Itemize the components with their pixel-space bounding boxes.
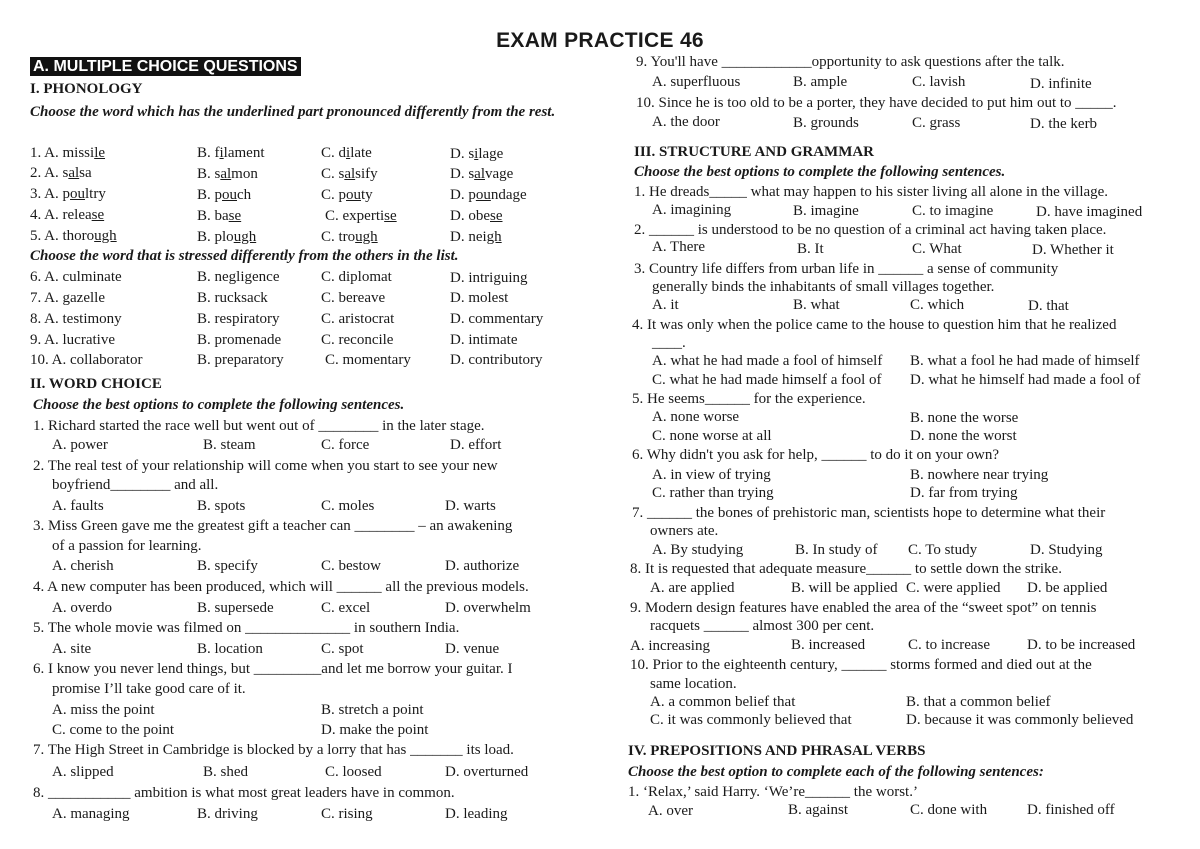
structure-q6-d: D. far from trying: [910, 485, 1018, 501]
wordchoice-q9-c: C. lavish: [912, 74, 966, 90]
structure-q2: 2. ______ is understood to be no question of a criminal act having taken place.: [634, 222, 1107, 238]
stress-q10-a: 10. A. collaborator: [30, 352, 143, 368]
phonology-q1-c: C. dilate: [321, 145, 372, 161]
structure-instruction: Choose the best options to complete the following sentences.: [634, 164, 1006, 180]
phonology-q4: 4. A. release: [30, 207, 105, 223]
wordchoice-q2-a: A. faults: [52, 498, 104, 514]
wordchoice-q6: 6. I know you never lend things, but _________and let me borrow your guitar. I: [33, 661, 513, 677]
wordchoice-q9-b: B. ample: [793, 74, 848, 90]
stress-q10-d: D. contributory: [450, 352, 543, 368]
stress-q8-b: B. respiratory: [197, 311, 280, 327]
structure-q2-c: C. What: [912, 241, 962, 257]
stress-q10-b: B. preparatory: [197, 352, 284, 368]
wordchoice-q9-d: D. infinite: [1030, 76, 1092, 92]
wordchoice-q2-c: C. moles: [321, 498, 375, 514]
structure-q6-b: B. nowhere near trying: [910, 467, 1049, 483]
wordchoice-q8-c: C. rising: [321, 806, 373, 822]
wordchoice-q6-a: A. miss the point: [52, 702, 155, 718]
wordchoice-q10-c: C. grass: [912, 115, 961, 131]
structure-q10-c: C. it was commonly believed that: [650, 712, 852, 728]
structure-q8-d: D. be applied: [1027, 580, 1108, 596]
wordchoice-q7-c: C. loosed: [325, 764, 382, 780]
wordchoice-q6-c: C. come to the point: [52, 722, 175, 738]
wordchoice-q2-b: B. spots: [197, 498, 246, 514]
structure-q9-d: D. to be increased: [1027, 637, 1136, 653]
wordchoice-q9: 9. You'll have ____________opportunity to ask questions after the talk.: [636, 54, 1065, 70]
wordchoice-q1-d: D. effort: [450, 437, 502, 453]
phonology-q2: 2. A. salsa: [30, 165, 92, 181]
structure-q8-b: B. will be applied: [791, 580, 898, 596]
structure-q5-a: A. none worse: [652, 409, 740, 425]
prepositions-instruction: Choose the best option to complete each of the following sentences:: [628, 764, 1044, 780]
structure-q4-a: A. what he had made a fool of himself: [652, 353, 883, 369]
wordchoice-q10-d: D. the kerb: [1030, 116, 1098, 132]
wordchoice-q5-d: D. venue: [445, 641, 500, 657]
prepositions-q1-c: C. done with: [910, 802, 988, 818]
prepositions-q1: 1. ‘Relax,’ said Harry. ‘We’re______ the worst.’: [628, 784, 918, 800]
structure-q4-cont: ____.: [652, 335, 686, 351]
stress-q6-d: D. intriguing: [450, 270, 528, 286]
stress-q7-a: 7. A. gazelle: [30, 290, 105, 306]
wordchoice-q8: 8. ___________ ambition is what most great leaders have in common.: [33, 785, 455, 801]
wordchoice-q4-a: A. overdo: [52, 600, 112, 616]
phonology-q2-d: D. salvage: [450, 166, 514, 182]
wordchoice-q3-d: D. authorize: [445, 558, 520, 574]
phonology-q5-b: B. plough: [197, 229, 257, 245]
structure-q1: 1. He dreads_____ what may happen to his sister living all alone in the village.: [634, 184, 1109, 200]
structure-q2-d: D. Whether it: [1032, 242, 1114, 258]
structure-q7-a: A. By studying: [652, 542, 744, 558]
wordchoice-q1: 1. Richard started the race well but went out of ________ in the later stage.: [33, 418, 485, 434]
structure-q4-b: B. what a fool he had made of himself: [910, 353, 1140, 369]
wordchoice-q4-d: D. overwhelm: [445, 600, 531, 616]
prepositions-heading: IV. PREPOSITIONS AND PHRASAL VERBS: [628, 743, 926, 759]
structure-q1-a: A. imagining: [652, 202, 732, 218]
structure-q3-c: C. which: [910, 297, 965, 313]
wordchoice-q3-a: A. cherish: [52, 558, 114, 574]
wordchoice-q8-d: D. leading: [445, 806, 508, 822]
structure-q3-a: A. it: [652, 297, 679, 313]
wordchoice-q5: 5. The whole movie was filmed on ______________ in southern India.: [33, 620, 460, 636]
structure-q3-cont: generally binds the inhabitants of small villages together.: [652, 279, 995, 295]
structure-q7-cont: owners ate.: [650, 523, 719, 539]
stress-q9-a: 9. A. lucrative: [30, 332, 115, 348]
wordchoice-q1-b: B. steam: [203, 437, 256, 453]
structure-q10: 10. Prior to the eighteenth century, ______ storms formed and died out at the: [630, 657, 1092, 673]
phonology-q4-d: D. obese: [450, 208, 503, 224]
structure-q6-c: C. rather than trying: [652, 485, 774, 501]
stress-instruction: Choose the word that is stressed differently from the others in the list.: [30, 248, 459, 264]
phonology-q1-d: D. silage: [450, 146, 504, 162]
wordchoice-heading: II. WORD CHOICE: [30, 376, 162, 392]
wordchoice-q8-b: B. driving: [197, 806, 258, 822]
structure-heading: III. STRUCTURE AND GRAMMAR: [634, 144, 875, 160]
structure-q9-b: B. increased: [791, 637, 866, 653]
structure-q1-b: B. imagine: [793, 203, 859, 219]
wordchoice-q2-d: D. warts: [445, 498, 496, 514]
phonology-q3: 3. A. poultry: [30, 186, 106, 202]
wordchoice-q10-a: A. the door: [652, 114, 720, 130]
structure-q5-b: B. none the worse: [910, 410, 1019, 426]
structure-q8: 8. It is requested that adequate measure______ to settle down the strike.: [630, 561, 1062, 577]
structure-q10-cont: same location.: [650, 676, 737, 692]
structure-q6-a: A. in view of trying: [652, 467, 771, 483]
phonology-q3-c: C. pouty: [321, 187, 373, 203]
wordchoice-q4: 4. A new computer has been produced, which will ______ all the previous models.: [33, 579, 529, 595]
structure-q7: 7. ______ the bones of prehistoric man, scientists hope to determine what their: [632, 505, 1106, 521]
wordchoice-q3-c: C. bestow: [321, 558, 381, 574]
wordchoice-q6-d: D. make the point: [321, 722, 429, 738]
prepositions-q1-d: D. finished off: [1027, 802, 1115, 818]
structure-q1-d: D. have imagined: [1036, 204, 1143, 220]
structure-q5-d: D. none the worst: [910, 428, 1017, 444]
stress-q7-b: B. rucksack: [197, 290, 268, 306]
section-banner: A. MULTIPLE CHOICE QUESTIONS: [30, 57, 301, 76]
phonology-q3-b: B. pouch: [197, 187, 252, 203]
stress-q6-c: C. diplomat: [321, 269, 392, 285]
wordchoice-q5-c: C. spot: [321, 641, 364, 657]
stress-q6-b: B. negligence: [197, 269, 280, 285]
structure-q10-b: B. that a common belief: [906, 694, 1051, 710]
structure-q10-a: A. a common belief that: [650, 694, 796, 710]
wordchoice-q4-c: C. excel: [321, 600, 371, 616]
phonology-q1: 1. A. missile: [30, 145, 106, 161]
structure-q4-c: C. what he had made himself a fool of: [652, 372, 882, 388]
structure-q7-b: B. In study of: [795, 542, 878, 558]
stress-q10-c: C. momentary: [325, 352, 411, 368]
phonology-q4-b: B. base: [197, 208, 242, 224]
wordchoice-q8-a: A. managing: [52, 806, 130, 822]
structure-q6: 6. Why didn't you ask for help, ______ to do it on your own?: [632, 447, 999, 463]
phonology-q1-b: B. filament: [197, 145, 265, 161]
wordchoice-q1-c: C. force: [321, 437, 370, 453]
page-title: EXAM PRACTICE 46: [496, 29, 704, 52]
structure-q2-b: B. It: [797, 241, 824, 257]
structure-q9-a: A. increasing: [630, 638, 710, 654]
stress-q9-c: C. reconcile: [321, 332, 394, 348]
wordchoice-q3: 3. Miss Green gave me the greatest gift a teacher can ________ – an awakening: [33, 518, 513, 534]
phonology-instruction: Choose the word which has the underlined part pronounced differently from the rest.: [30, 104, 556, 120]
wordchoice-q6-cont: promise I’ll take good care of it.: [52, 681, 246, 697]
wordchoice-q2: 2. The real test of your relationship will come when you start to see your new: [33, 458, 498, 474]
structure-q8-c: C. were applied: [906, 580, 1001, 596]
structure-q7-d: D. Studying: [1030, 542, 1103, 558]
wordchoice-instruction: Choose the best options to complete the following sentences.: [33, 397, 405, 413]
phonology-q2-b: B. salmon: [197, 166, 258, 182]
prepositions-q1-a: A. over: [648, 803, 693, 819]
structure-q7-c: C. To study: [908, 542, 978, 558]
structure-q8-a: A. are applied: [650, 580, 735, 596]
wordchoice-q4-b: B. supersede: [197, 600, 274, 616]
structure-q4: 4. It was only when the police came to the house to question him that he realized: [632, 317, 1117, 333]
stress-q8-c: C. aristocrat: [321, 311, 395, 327]
stress-q9-d: D. intimate: [450, 332, 518, 348]
structure-q9: 9. Modern design features have enabled the area of the “sweet spot” on tennis: [630, 600, 1097, 616]
wordchoice-q3-cont: of a passion for learning.: [52, 538, 202, 554]
phonology-q2-c: C. salsify: [321, 166, 378, 182]
prepositions-q1-b: B. against: [788, 802, 848, 818]
wordchoice-q3-b: B. specify: [197, 558, 258, 574]
wordchoice-q6-b: B. stretch a point: [321, 702, 424, 718]
phonology-heading: I. PHONOLOGY: [30, 81, 143, 97]
wordchoice-q7-b: B. shed: [203, 764, 248, 780]
structure-q3: 3. Country life differs from urban life in ______ a sense of community: [634, 261, 1059, 277]
wordchoice-q10: 10. Since he is too old to be a porter, they have decided to put him out to _____.: [636, 95, 1117, 111]
wordchoice-q5-a: A. site: [52, 641, 92, 657]
wordchoice-q7: 7. The High Street in Cambridge is blocked by a lorry that has _______ its load.: [33, 742, 514, 758]
stress-q8-d: D. commentary: [450, 311, 544, 327]
wordchoice-q5-b: B. location: [197, 641, 263, 657]
wordchoice-q10-b: B. grounds: [793, 115, 859, 131]
wordchoice-q7-a: A. slipped: [52, 764, 114, 780]
structure-q3-b: B. what: [793, 297, 840, 313]
wordchoice-q7-d: D. overturned: [445, 764, 529, 780]
structure-q5-c: C. none worse at all: [652, 428, 772, 444]
stress-q7-d: D. molest: [450, 290, 509, 306]
structure-q1-c: C. to imagine: [912, 203, 994, 219]
structure-q4-d: D. what he himself had made a fool of: [910, 372, 1141, 388]
stress-q8-a: 8. A. testimony: [30, 311, 122, 327]
stress-q6-a: 6. A. culminate: [30, 269, 122, 285]
wordchoice-q1-a: A. power: [52, 437, 108, 453]
wordchoice-q2-cont: boyfriend________ and all.: [52, 477, 219, 493]
structure-q9-c: C. to increase: [908, 637, 991, 653]
phonology-q5: 5. A. thorough: [30, 228, 117, 244]
wordchoice-q9-a: A. superfluous: [652, 74, 741, 90]
phonology-q5-c: C. trough: [321, 229, 378, 245]
stress-q9-b: B. promenade: [197, 332, 282, 348]
structure-q3-d: D. that: [1028, 298, 1069, 314]
phonology-q3-d: D. poundage: [450, 187, 527, 203]
structure-q2-a: A. There: [652, 239, 706, 255]
phonology-q4-c: C. expertise: [325, 208, 397, 224]
phonology-q5-d: D. neigh: [450, 229, 502, 245]
structure-q10-d: D. because it was commonly believed: [906, 712, 1134, 728]
stress-q7-c: C. bereave: [321, 290, 386, 306]
structure-q5: 5. He seems______ for the experience.: [632, 391, 866, 407]
structure-q9-cont: racquets ______ almost 300 per cent.: [650, 618, 875, 634]
